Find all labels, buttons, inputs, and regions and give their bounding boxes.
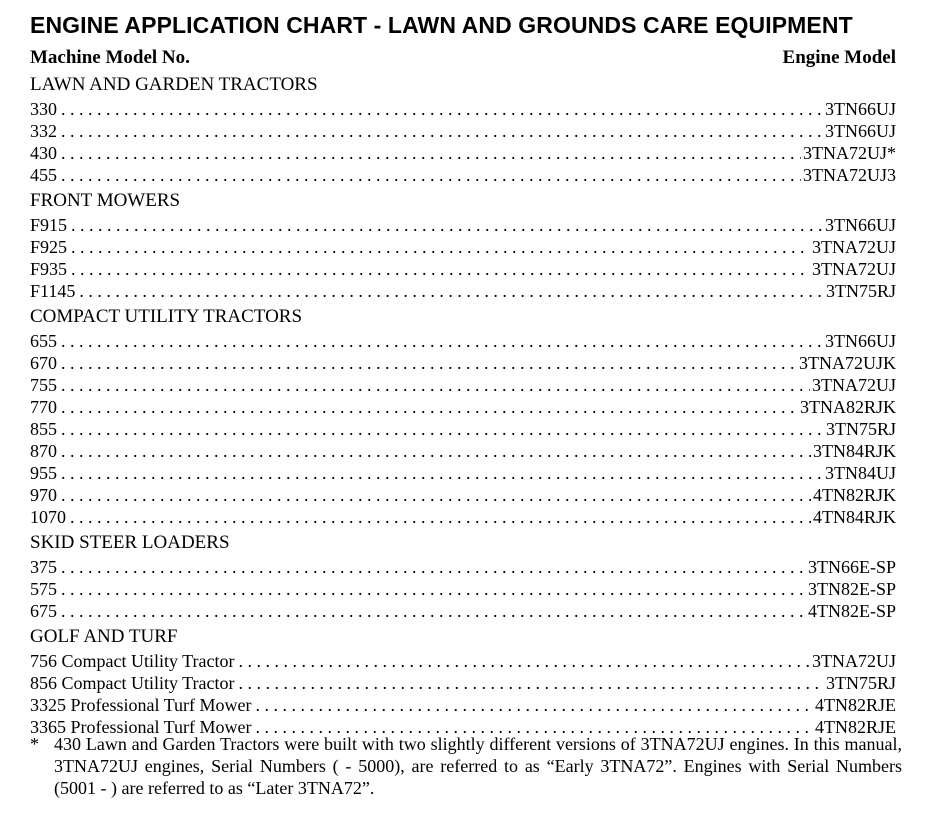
engine-model: 3TNA82RJK bbox=[799, 397, 896, 417]
dot-leader bbox=[256, 694, 813, 716]
dot-leader bbox=[61, 556, 806, 578]
machine-model: F935 bbox=[30, 259, 68, 279]
dot-leader bbox=[61, 352, 797, 374]
dot-leader bbox=[71, 236, 810, 258]
table-row bbox=[30, 694, 896, 716]
engine-model: 3TN66UJ bbox=[825, 121, 896, 141]
table-row bbox=[30, 578, 896, 600]
section-title: LAWN AND GARDEN TRACTORS bbox=[30, 74, 318, 95]
dot-leader bbox=[70, 506, 811, 528]
engine-model: 3TN66UJ bbox=[825, 99, 896, 119]
engine-model: 3TN66UJ bbox=[825, 331, 896, 351]
section-title: SKID STEER LOADERS bbox=[30, 532, 230, 553]
section bbox=[30, 72, 896, 186]
machine-model: 856 Compact Utility Tractor bbox=[30, 673, 235, 693]
table-row bbox=[30, 484, 896, 506]
section bbox=[30, 188, 896, 302]
dot-leader bbox=[61, 164, 801, 186]
machine-model: 455 bbox=[30, 165, 57, 185]
footnote-text: 430 Lawn and Garden Tractors were built with two slightly different versions of 3TNA72UJ engines. In this manual, 3TNA72UJ engines, Serial Numbers ( - 5000), are referred to as “Early 3TNA72”. Engines with Serial Numbers (5001 - ) are referred to as “Later 3TNA72”. bbox=[54, 734, 902, 798]
table-row bbox=[30, 418, 896, 440]
machine-model: 430 bbox=[30, 143, 57, 163]
machine-model: 655 bbox=[30, 331, 57, 351]
table-row bbox=[30, 98, 896, 120]
section bbox=[30, 624, 896, 738]
dot-leader bbox=[61, 600, 806, 622]
table-row bbox=[30, 440, 896, 462]
machine-model: 3325 Professional Turf Mower bbox=[30, 695, 252, 715]
machine-model: 675 bbox=[30, 601, 57, 621]
engine-model: 3TN84RJK bbox=[812, 441, 896, 461]
dot-leader bbox=[79, 280, 824, 302]
dot-leader bbox=[239, 650, 811, 672]
machine-model: 1070 bbox=[30, 507, 66, 527]
dot-leader bbox=[61, 484, 811, 506]
dot-leader bbox=[61, 418, 824, 440]
machine-model: 870 bbox=[30, 441, 57, 461]
engine-model: 3TNA72UJ* bbox=[803, 143, 896, 163]
machine-model: 670 bbox=[30, 353, 57, 373]
engine-model: 4TN84RJK bbox=[812, 507, 896, 527]
table-row bbox=[30, 556, 896, 578]
dot-leader bbox=[239, 672, 824, 694]
table-row bbox=[30, 374, 896, 396]
table-row bbox=[30, 462, 896, 484]
engine-model: 4TN82RJE bbox=[815, 695, 896, 715]
section bbox=[30, 304, 896, 528]
section-title: COMPACT UTILITY TRACTORS bbox=[30, 306, 303, 327]
page-title: ENGINE APPLICATION CHART - LAWN AND GROUNDS CARE EQUIPMENT bbox=[30, 12, 853, 38]
machine-model: 375 bbox=[30, 557, 57, 577]
table-row bbox=[30, 506, 896, 528]
section-title: FRONT MOWERS bbox=[30, 190, 181, 211]
engine-model: 3TNA72UJ bbox=[812, 375, 896, 395]
engine-model: 3TN82E-SP bbox=[807, 579, 896, 599]
engine-model: 3TNA72UJ bbox=[812, 651, 896, 671]
machine-model: 855 bbox=[30, 419, 57, 439]
machine-model: 755 bbox=[30, 375, 57, 395]
dot-leader bbox=[61, 396, 798, 418]
machine-model: 770 bbox=[30, 397, 57, 417]
engine-model: 3TN66UJ bbox=[825, 215, 896, 235]
dot-leader bbox=[61, 462, 823, 484]
table-row bbox=[30, 396, 896, 418]
dot-leader bbox=[61, 330, 823, 352]
machine-model: F1145 bbox=[30, 281, 76, 301]
dot-leader bbox=[61, 440, 811, 462]
machine-model: F925 bbox=[30, 237, 68, 257]
machine-model: 575 bbox=[30, 579, 57, 599]
table-row bbox=[30, 258, 896, 280]
table-row bbox=[30, 280, 896, 302]
table-row bbox=[30, 600, 896, 622]
dot-leader bbox=[71, 214, 823, 236]
engine-model: 3TN75RJ bbox=[825, 281, 896, 301]
engine-model: 3TNA72UJ bbox=[812, 237, 896, 257]
machine-model: 3365 Professional Turf Mower bbox=[30, 717, 252, 737]
table-row bbox=[30, 352, 896, 374]
dot-leader bbox=[61, 120, 823, 142]
footnote bbox=[30, 733, 902, 799]
dot-leader bbox=[71, 258, 810, 280]
machine-model: 970 bbox=[30, 485, 57, 505]
engine-model: 4TN82RJK bbox=[812, 485, 896, 505]
engine-model: 3TNA72UJK bbox=[799, 353, 896, 373]
table-row bbox=[30, 650, 896, 672]
engine-model-header: Engine Model bbox=[782, 47, 896, 68]
dot-leader bbox=[61, 142, 801, 164]
table-row bbox=[30, 672, 896, 694]
table-row bbox=[30, 120, 896, 142]
engine-model: 4TN82E-SP bbox=[807, 601, 896, 621]
dot-leader bbox=[61, 98, 823, 120]
footnote-marker: * bbox=[30, 734, 39, 754]
dot-leader bbox=[61, 374, 810, 396]
section-title: GOLF AND TURF bbox=[30, 626, 178, 647]
machine-model: 756 Compact Utility Tractor bbox=[30, 651, 235, 671]
engine-model: 3TN84UJ bbox=[825, 463, 896, 483]
chart-page bbox=[30, 10, 896, 738]
table-row bbox=[30, 236, 896, 258]
section bbox=[30, 530, 896, 622]
machine-model: 330 bbox=[30, 99, 57, 119]
engine-model: 3TN66E-SP bbox=[807, 557, 896, 577]
machine-model: 955 bbox=[30, 463, 57, 483]
column-headers bbox=[30, 46, 896, 70]
engine-model: 3TNA72UJ bbox=[812, 259, 896, 279]
sections-container bbox=[30, 72, 896, 738]
table-row bbox=[30, 214, 896, 236]
engine-model: 4TN82RJE bbox=[815, 717, 896, 737]
table-row bbox=[30, 164, 896, 186]
machine-model-header: Machine Model No. bbox=[30, 47, 190, 68]
engine-model: 3TNA72UJ3 bbox=[803, 165, 896, 185]
table-row bbox=[30, 142, 896, 164]
engine-model: 3TN75RJ bbox=[825, 419, 896, 439]
machine-model: 332 bbox=[30, 121, 57, 141]
engine-model: 3TN75RJ bbox=[825, 673, 896, 693]
dot-leader bbox=[61, 578, 806, 600]
table-row bbox=[30, 330, 896, 352]
machine-model: F915 bbox=[30, 215, 68, 235]
